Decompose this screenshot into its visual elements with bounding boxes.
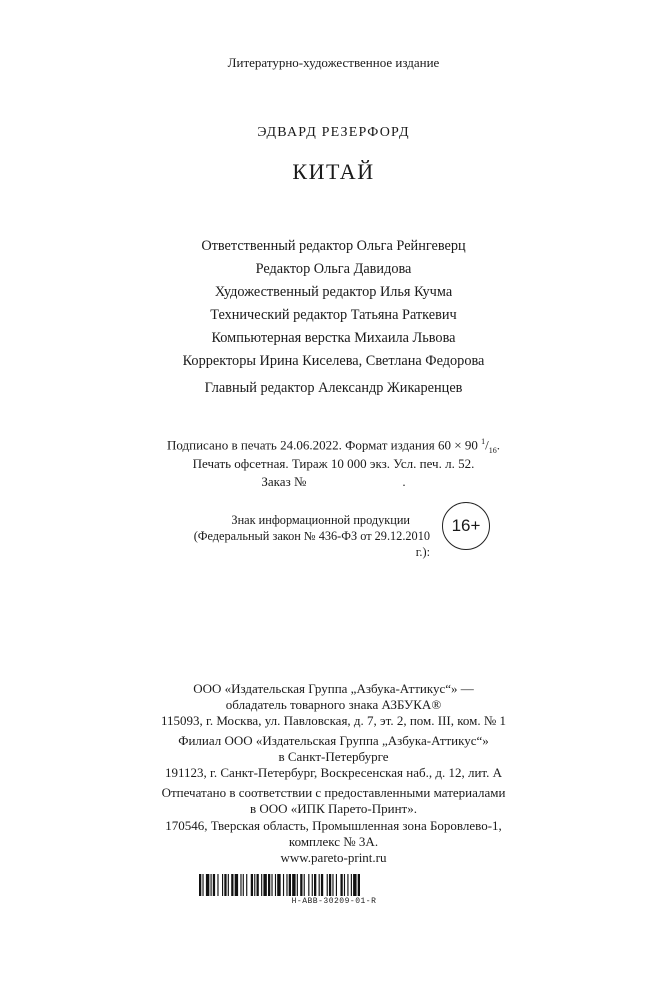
credit-line: Корректоры Ирина Киселева, Светлана Федорова <box>182 353 485 369</box>
edition-type: Литературно-художественное издание <box>227 55 440 70</box>
print-info-text: Подписано в печать 24.06.2022. Формат издания 60 × 90 <box>167 437 482 453</box>
credit-line: Технический редактор Татьяна Раткевич <box>210 307 457 323</box>
order-number <box>0 474 667 490</box>
publisher-line: ООО «Издательская Группа „Азбука-Аттикус“» — <box>193 681 474 696</box>
publisher-line: обладатель товарного знака АЗБУКА® <box>225 697 442 712</box>
author-name: ЭДВАРД РЕЗЕРФОРД <box>257 125 410 140</box>
print-info-end: . <box>496 437 500 453</box>
publisher-line: в Санкт-Петербурге <box>278 749 389 764</box>
order-label: Заказ № <box>261 474 307 489</box>
credit-line: Компьютерная верстка Михаила Львова <box>211 330 456 346</box>
publisher-line: 191123, г. Санкт-Петербург, Воскресенская наб., д. 12, лит. А <box>165 765 502 780</box>
book-title: КИТАЙ <box>292 159 375 184</box>
credit-line: Художественный редактор Илья Кучма <box>214 284 453 300</box>
print-info-line2: Печать офсетная. Тираж 10 000 экз. Усл. печ. л. 52. <box>192 456 475 471</box>
print-info-line1: Подписано в печать 24.06.2022. Формат издания 60 × 90 $^1/_{16}$. <box>167 437 500 455</box>
publisher-website: www.pareto-print.ru <box>280 850 387 865</box>
age-rating-line1: Знак информационной продукции <box>231 513 410 527</box>
publisher-line: 115093, г. Москва, ул. Павловская, д. 7, эт. 2, пом. III, ком. № 1 <box>160 713 507 728</box>
publisher-line: в ООО «ИПК Парето-Принт». <box>249 801 417 816</box>
barcode <box>199 874 457 896</box>
order-end: . <box>402 474 406 489</box>
age-rating-badge: 16+ <box>442 502 490 550</box>
age-rating-line2: (Федеральный закон № 436-ФЗ от 29.12.2010 г.): <box>193 529 430 559</box>
format-fraction-numerator: 1 <box>481 437 486 446</box>
chief-editor: Главный редактор Александр Жикаренцев <box>204 380 463 396</box>
format-fraction-denominator: 16 <box>488 445 497 455</box>
publisher-line: комплекс № 3А. <box>288 834 379 849</box>
publisher-line: Филиал ООО «Издательская Группа „Азбука-Аттикус“» <box>178 733 489 748</box>
publisher-line: Отпечатано в соответствии с предоставленными материалами <box>161 785 506 800</box>
credit-line: Редактор Ольга Давидова <box>255 261 412 277</box>
publisher-line: 170546, Тверская область, Промышленная зона Боровлево-1, <box>165 818 502 833</box>
credit-line: Ответственный редактор Ольга Рейнгеверц <box>201 238 466 254</box>
age-rating-label <box>180 512 430 560</box>
barcode-code: H-ABB-30209-01-R <box>291 897 377 906</box>
